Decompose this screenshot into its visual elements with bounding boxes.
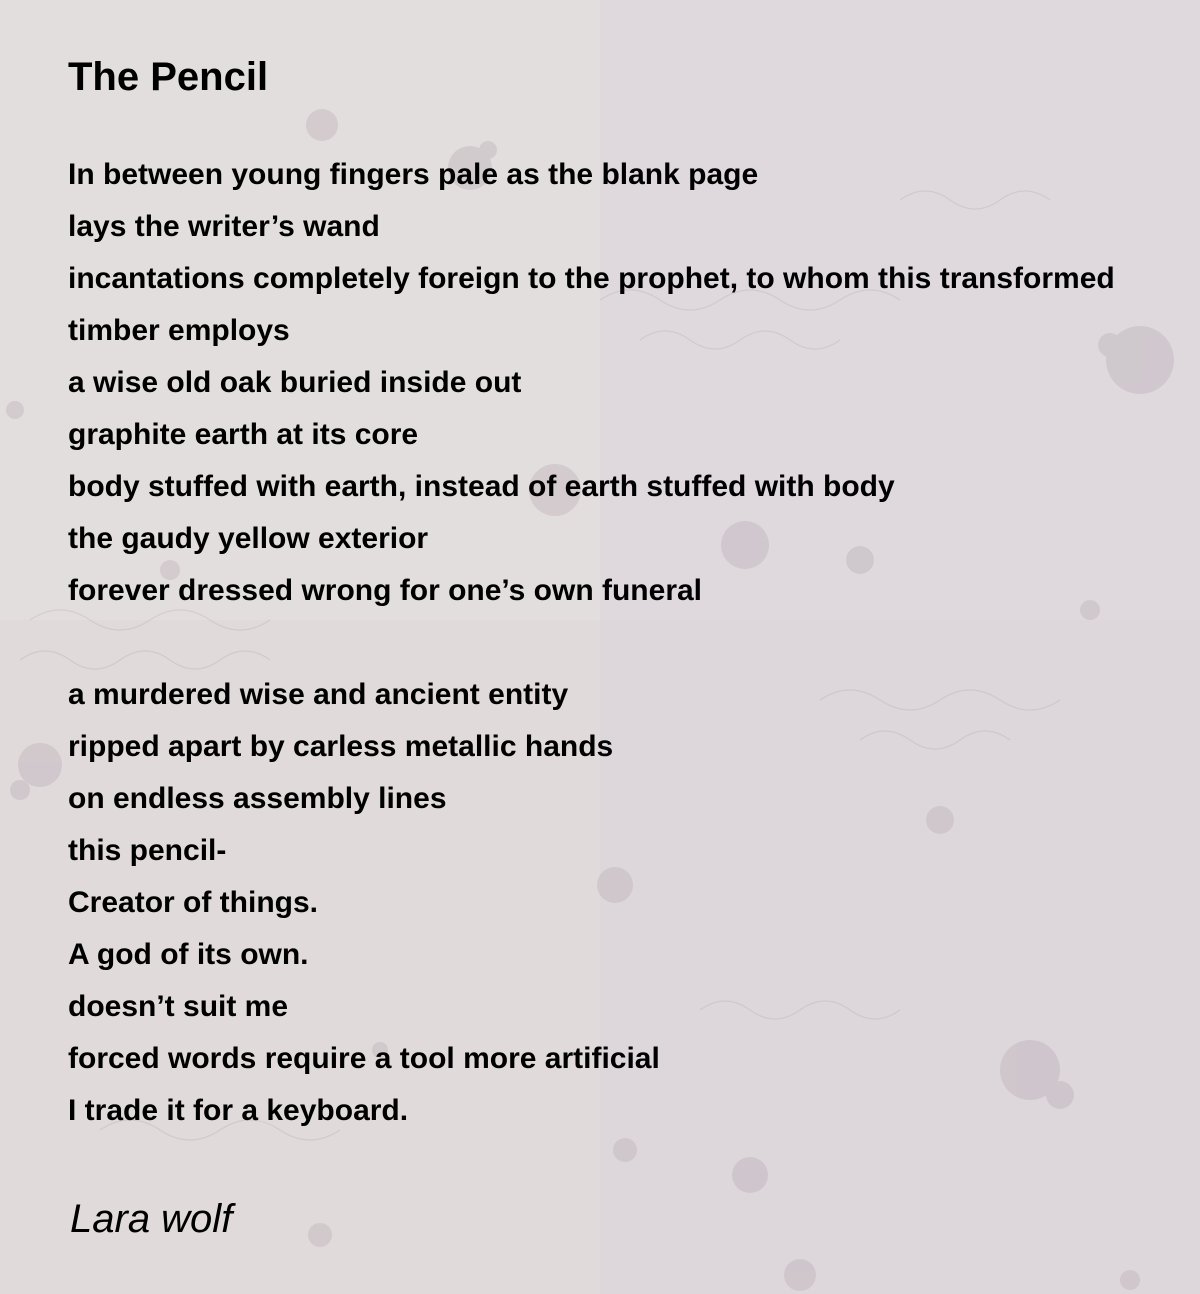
poem-line: body stuffed with earth, instead of earth stuffed with body: [68, 470, 895, 503]
poem-line: this pencil-: [68, 834, 227, 867]
poem-line: a wise old oak buried inside out: [68, 366, 522, 399]
stanza-break: [68, 617, 1115, 669]
poem-line: forced words require a tool more artificial: [68, 1042, 660, 1075]
poem-line: doesn’t suit me: [68, 990, 289, 1023]
poem-author: Lara wolf: [70, 1197, 233, 1241]
poem-line: ripped apart by carless metallic hands: [68, 730, 614, 763]
poem-line: A god of its own.: [68, 938, 309, 971]
poem-line: a murdered wise and ancient entity: [68, 678, 569, 711]
poem-line: on endless assembly lines: [68, 782, 447, 815]
poem-line: timber employs: [68, 314, 290, 347]
poem-line: graphite earth at its core: [68, 418, 419, 451]
poem-title: The Pencil: [68, 55, 269, 99]
poem-line: In between young fingers pale as the blank page: [68, 158, 759, 191]
poem-line: I trade it for a keyboard.: [68, 1094, 409, 1127]
poem-body: [68, 149, 1115, 1137]
poem-line: incantations completely foreign to the prophet, to whom this transformed: [68, 262, 1115, 295]
poem-line: forever dressed wrong for one’s own funeral: [68, 574, 703, 607]
poem-line: the gaudy yellow exterior: [68, 522, 429, 555]
poem-line: lays the writer’s wand: [68, 210, 380, 243]
poem-line: Creator of things.: [68, 886, 319, 919]
poem-page: [68, 0, 1200, 1294]
